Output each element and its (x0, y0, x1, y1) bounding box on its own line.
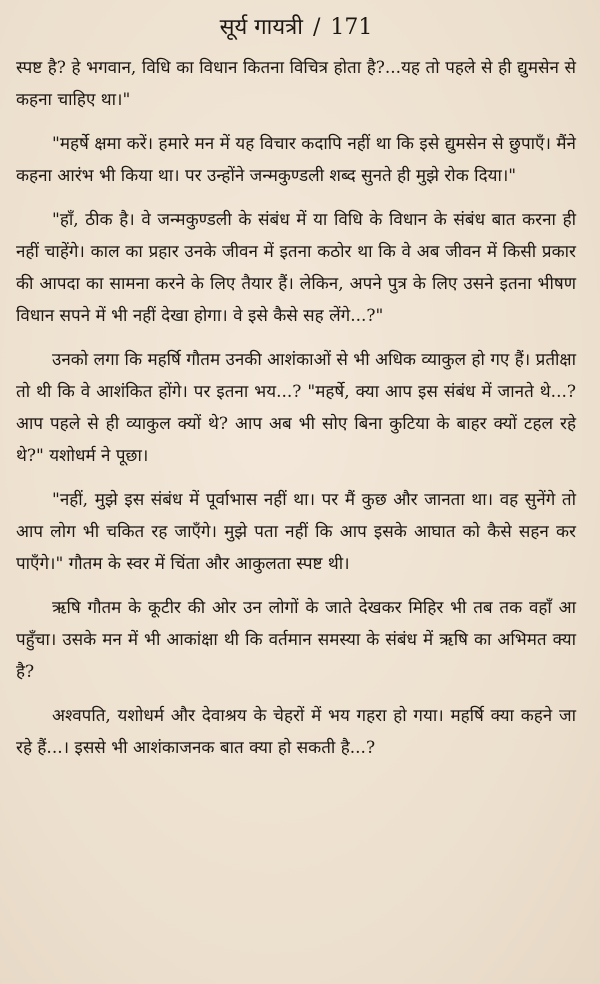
paragraph-2: "महर्षे क्षमा करें। हमारे मन में यह विचार कदापि नहीं था कि इसे द्युमसेन से छुपाएँ। मैंने कहना आरंभ भी किया था। पर उन्होंने जन्मकुण्डली शब्द सुनते ही मुझे रोक दिया।" (16, 134, 576, 186)
paragraph-3: "हाँ, ठीक है। वे जन्मकुण्डली के संबंध में या विधि के विधान के संबंध बात करना ही नहीं चाहेंगे। काल का प्रहार उनके जीवन में इतना कठोर था कि वे अब जीवन में किसी प्रकार की आपदा का सामना करने के लिए तैयार हैं। लेकिन, अपने पुत्र के लिए उसने इतना भीषण विधान सपने में भी नहीं देखा होगा। वे इसे कैसे सह लेंगे...?" (16, 210, 576, 326)
running-head (16, 8, 576, 52)
paragraph-5: "नहीं, मुझे इस संबंध में पूर्वाभास नहीं था। पर मैं कुछ और जानता था। वह सुनेंगे तो आप लोग भी चकित रह जाएँगे। मुझे पता नहीं कि आप इसके आघात को कैसे सहन कर पाएँगे।" गौतम के स्वर में चिंता और आकुलता स्पष्ट थी। (16, 490, 576, 574)
header-separator: / (312, 15, 321, 40)
page-number: 171 (330, 15, 373, 40)
paragraph-7: अश्वपति, यशोधर्म और देवाश्रय के चेहरों में भय गहरा हो गया। महर्षि क्या कहने जा रहे हैं...। इससे भी आशंकाजनक बात क्या हो सकती है...? (16, 706, 576, 758)
paragraph-6: ऋषि गौतम के कूटीर की ओर उन लोगों के जाते देखकर मिहिर भी तब तक वहाँ आ पहुँचा। उसके मन में भी आकांक्षा थी कि वर्तमान समस्या के संबंध में ऋषि का अभिमत क्या है? (16, 598, 576, 682)
body-text (16, 52, 576, 764)
paragraph-4: उनको लगा कि महर्षि गौतम उनकी आशंकाओं से भी अधिक व्याकुल हो गए हैं। प्रतीक्षा तो थी कि वे आशंकित होंगे। पर इतना भय...? "महर्षे, क्या आप इस संबंध में जानते थे...? आप पहले से ही व्याकुल क्यों थे? आप अब भी सोए बिना कुटिया के बाहर क्यों टहल रहे थे?" यशोधर्म ने पूछा। (16, 350, 576, 466)
paragraph-1: स्पष्ट है? हे भगवान, विधि का विधान कितना विचित्र होता है?...यह तो पहले से ही द्युमसेन से कहना चाहिए था।" (16, 58, 576, 110)
book-title: सूर्य गायत्री (219, 15, 303, 40)
